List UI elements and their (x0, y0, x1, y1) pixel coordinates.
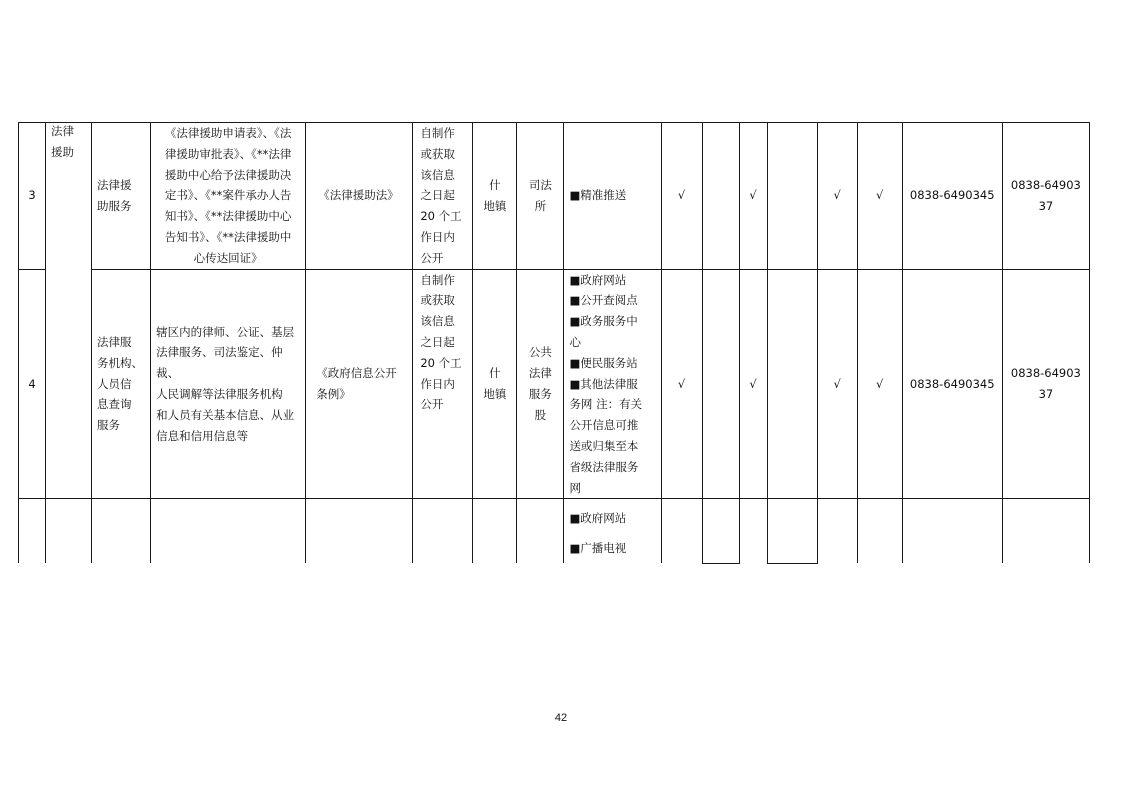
check-mark (857, 499, 902, 564)
channel-line: ■便民服务站 (569, 355, 638, 370)
content-line: 人民调解等法律服务机构 (156, 386, 283, 401)
check-mark: √ (817, 269, 857, 499)
content-line: 知书》、《**法律援助中心 (164, 209, 292, 224)
content-line: 信息和信用信息等 (156, 428, 249, 443)
phone-number: 0838-6490345 (902, 123, 1002, 270)
department-line: 服务 (528, 386, 552, 401)
time-line: 自制作 (420, 126, 455, 140)
disclosure-channels (564, 269, 661, 499)
phone-number: 0838-6490337 (1002, 123, 1089, 270)
department (517, 499, 564, 564)
check-mark (702, 499, 739, 564)
time-line: 之日起 (420, 188, 455, 203)
section-label-line: 援助 (51, 144, 75, 159)
service-item (92, 123, 151, 270)
channel-line: ■广播电视 (569, 541, 627, 556)
check-mark: √ (661, 269, 702, 499)
service-item (92, 269, 151, 499)
time-line: 或获取 (420, 293, 455, 308)
phone-number (902, 499, 1002, 564)
subject-line: 什 (489, 366, 501, 381)
disclosure-subject (473, 123, 517, 270)
check-mark (702, 269, 739, 499)
disclosure-subject (473, 269, 517, 499)
time-line: 20 个工 (420, 209, 462, 224)
check-mark (767, 123, 817, 270)
disclosure-basis (306, 269, 413, 499)
content-line: 心传达回证》 (193, 250, 263, 265)
subject-line: 地镇 (483, 198, 507, 213)
basis-line: 《政府信息公开 (316, 366, 397, 381)
phone-number: 0838-6490337 (1002, 269, 1089, 499)
check-mark (767, 269, 817, 499)
department-line: 司法 (528, 177, 552, 192)
disclosure-time (413, 499, 473, 564)
disclosure-time (413, 269, 473, 499)
content-line: 援助中心给予法律援助决 (164, 167, 292, 182)
channel-line: 省级法律服务 (569, 459, 639, 474)
disclosure-table (18, 122, 1090, 564)
service-item-line: 助服务 (97, 198, 132, 213)
phone-number: 0838-6490345 (902, 269, 1002, 499)
time-line: 20 个工 (420, 355, 462, 370)
department-line: 所 (534, 198, 547, 213)
content-line: 告知书》、《**法律援助中 (164, 229, 292, 244)
time-line: 该信息 (420, 167, 455, 182)
content-line: 律援助审批表》、《**法律 (164, 146, 292, 161)
channel-line: 务网 注：有关 (569, 397, 643, 412)
section-label (46, 123, 92, 499)
disclosure-channels (564, 123, 661, 270)
disclosure-basis (306, 499, 413, 564)
channel-line: ■政务服务中 (569, 314, 638, 329)
disclosure-channels (564, 499, 661, 564)
check-mark (702, 123, 739, 270)
table-row (19, 123, 1090, 270)
channel-line: 公开信息可推 (569, 418, 639, 433)
check-mark: √ (739, 123, 767, 270)
department-line: 法律 (528, 366, 552, 381)
disclosure-content (151, 269, 306, 499)
check-mark (767, 499, 817, 564)
phone-number (1002, 499, 1089, 564)
department (517, 123, 564, 270)
channel-line: ■其他法律服 (569, 376, 638, 391)
check-mark (739, 499, 767, 564)
check-mark: √ (661, 123, 702, 270)
service-item (92, 499, 151, 564)
content-line: 定书》、《**案件承办人告 (164, 188, 292, 203)
service-item-line: 息查询 (97, 397, 132, 412)
row-index: 3 (19, 123, 46, 270)
time-line: 公开 (420, 250, 444, 265)
department-line: 股 (534, 407, 547, 422)
page-number: 42 (554, 712, 568, 724)
time-line: 公开 (420, 397, 444, 412)
channel-line: ■公开查阅点 (569, 293, 638, 308)
channel-line: 送或归集至本 (569, 438, 639, 453)
check-mark (661, 499, 702, 564)
disclosure-content (151, 123, 306, 270)
time-line: 该信息 (420, 314, 455, 329)
time-line: 之日起 (420, 334, 455, 349)
channel-line: 网 (569, 480, 581, 495)
row-index (19, 499, 46, 564)
service-item-line: 服务 (97, 418, 121, 433)
channel-line: 心 (569, 334, 581, 349)
channel-line: ■政府网站 (569, 272, 627, 287)
table-row (19, 499, 1090, 564)
time-line: 自制作 (420, 272, 455, 287)
channel-line: ■政府网站 (569, 511, 627, 526)
disclosure-basis: 《法律援助法》 (306, 123, 413, 270)
channel-line: ■精准推送 (569, 188, 627, 203)
time-line: 或获取 (420, 146, 455, 161)
content-line: 法律服务、司法鉴定、仲裁、 (156, 345, 283, 381)
service-item-line: 法律服 (97, 334, 132, 349)
department-line: 公共 (528, 345, 552, 360)
service-item-line: 务机构、 (97, 355, 144, 370)
section-label (46, 499, 92, 564)
time-line: 作日内 (420, 229, 455, 244)
content-line: 《法律援助申请表》、《法 (164, 126, 292, 140)
section-label-line: 法律 (51, 124, 75, 138)
service-item-line: 人员信 (97, 376, 132, 391)
check-mark: √ (817, 123, 857, 270)
time-line: 作日内 (420, 376, 455, 391)
check-mark: √ (857, 123, 902, 270)
disclosure-time (413, 123, 473, 270)
content-line: 辖区内的律师、公证、基层 (156, 324, 295, 339)
subject-line: 什 (489, 177, 501, 192)
row-index: 4 (19, 269, 46, 499)
check-mark: √ (857, 269, 902, 499)
disclosure-subject (473, 499, 517, 564)
subject-line: 地镇 (483, 386, 507, 401)
content-line: 和人员有关基本信息、从业 (156, 407, 295, 422)
service-item-line: 法律援 (97, 177, 132, 192)
basis-line: 条例》 (316, 386, 351, 401)
disclosure-content (151, 499, 306, 564)
department (517, 269, 564, 499)
check-mark: √ (739, 269, 767, 499)
check-mark (817, 499, 857, 564)
table-row (19, 269, 1090, 499)
